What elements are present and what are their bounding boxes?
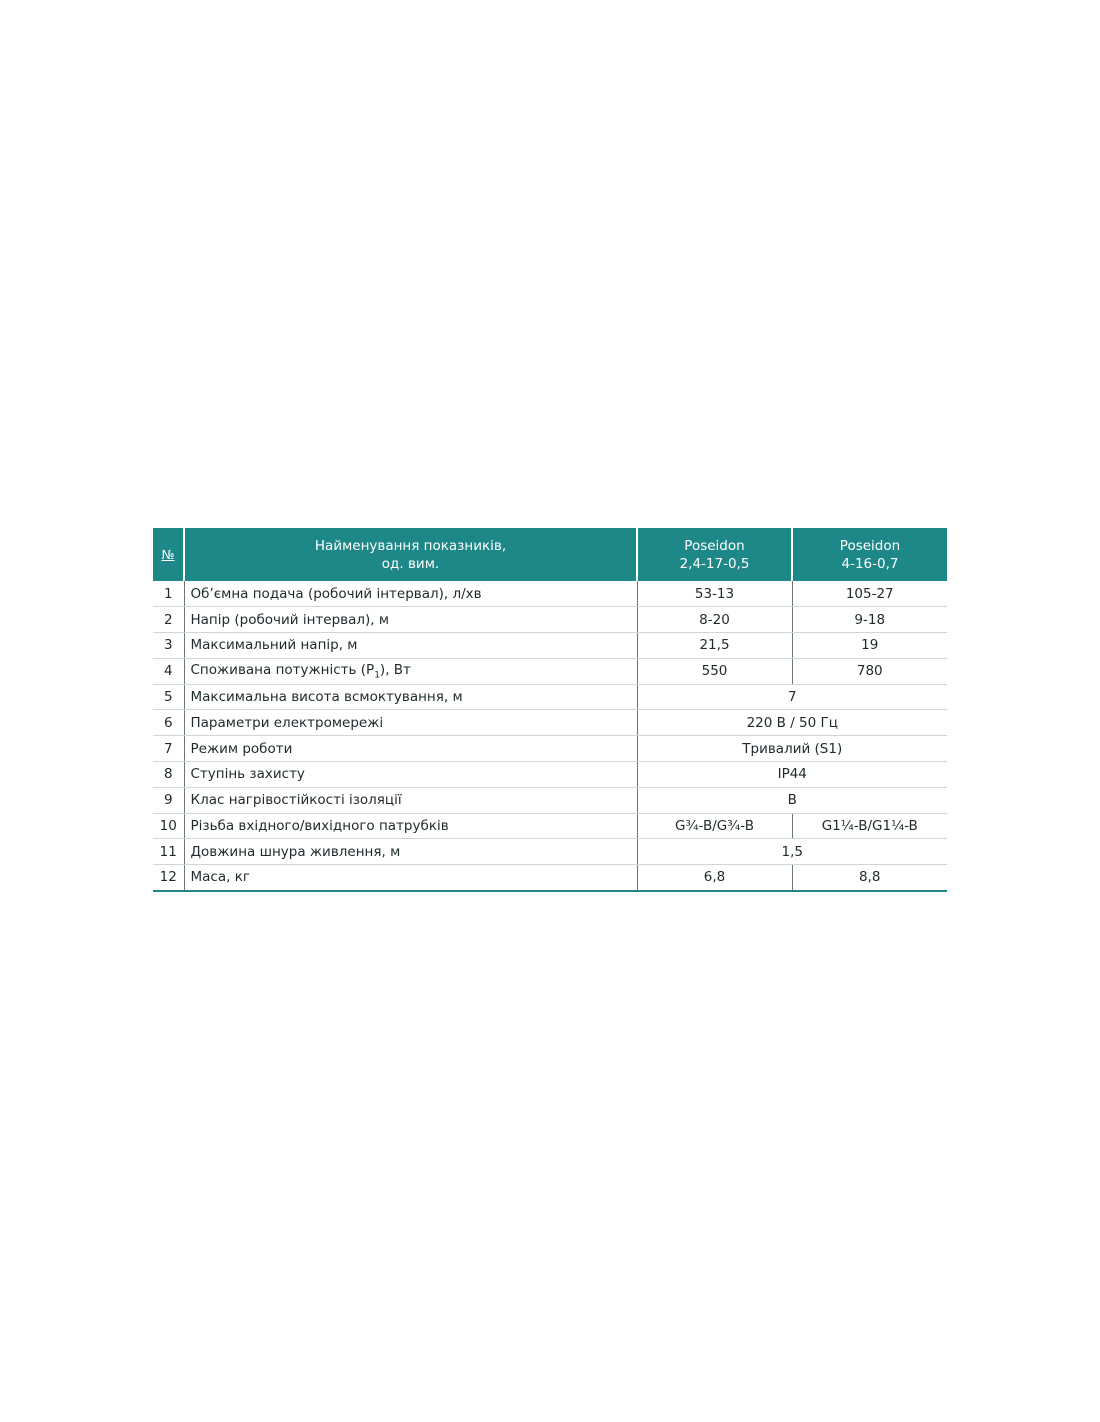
row-number: 2 [153, 607, 184, 633]
model-1-code: 2,4-17-0,5 [679, 555, 750, 572]
shared-value: 7 [637, 684, 947, 710]
parameter-name: Клас нагрівостійкості ізоляції [184, 787, 637, 813]
parameter-name-text: Споживана потужність (P [190, 661, 375, 678]
model-1-value: 21,5 [637, 633, 792, 659]
table-row [153, 684, 947, 710]
model-1-brand: Poseidon [684, 537, 745, 554]
specifications-table [153, 528, 947, 892]
row-number: 1 [153, 581, 184, 607]
model-1-value: 53-13 [637, 581, 792, 607]
shared-value: B [637, 787, 947, 813]
model-2-value: 9-18 [792, 607, 947, 633]
parameter-name [184, 658, 637, 684]
model-1-column-header [637, 528, 792, 581]
row-number: 6 [153, 710, 184, 736]
model-2-value: 105-27 [792, 581, 947, 607]
shared-value: Тривалий (S1) [637, 736, 947, 762]
parameter-name: Довжина шнура живлення, м [184, 839, 637, 865]
table-row [153, 762, 947, 788]
table-row [153, 839, 947, 865]
model-2-value: 780 [792, 658, 947, 684]
model-1-value: 8-20 [637, 607, 792, 633]
table-row [153, 633, 947, 659]
parameter-name: Максимальна висота всмоктування, м [184, 684, 637, 710]
table-header [153, 528, 947, 581]
table-row [153, 658, 947, 684]
row-number: 9 [153, 787, 184, 813]
row-number: 7 [153, 736, 184, 762]
model-2-value: G1¼-B/G1¼-B [792, 813, 947, 839]
parameter-name: Параметри електромережі [184, 710, 637, 736]
table-row [153, 581, 947, 607]
parameter-name: Ступінь захисту [184, 762, 637, 788]
model-2-value: 19 [792, 633, 947, 659]
model-2-column-header [792, 528, 947, 581]
model-2-brand: Poseidon [839, 537, 901, 554]
parameter-name: Об’ємна подача (робочий інтервал), л/хв [184, 581, 637, 607]
table-row [153, 736, 947, 762]
shared-value: 1,5 [637, 839, 947, 865]
parameter-name: Режим роботи [184, 736, 637, 762]
row-number: 5 [153, 684, 184, 710]
row-number: 4 [153, 658, 184, 684]
model-1-value: 550 [637, 658, 792, 684]
model-1-value: G¾-B/G¾-B [637, 813, 792, 839]
parameter-name: Максимальний напір, м [184, 633, 637, 659]
table-row [153, 865, 947, 891]
table-row [153, 787, 947, 813]
parameter-name: Напір (робочий інтервал), м [184, 607, 637, 633]
model-2-code: 4-16-0,7 [841, 555, 899, 572]
parameter-name-unit: ), Вт [379, 661, 411, 678]
row-number: 8 [153, 762, 184, 788]
table-row [153, 710, 947, 736]
parameter-name-column-header [184, 528, 637, 581]
model-2-value: 8,8 [792, 865, 947, 891]
header-name-line-2: од. вим. [381, 555, 440, 572]
row-number: 3 [153, 633, 184, 659]
table-row [153, 607, 947, 633]
row-number: 11 [153, 839, 184, 865]
header-row [153, 528, 947, 581]
parameter-name-subscript: 1 [374, 670, 380, 681]
header-name-line-1: Найменування показників, [314, 537, 507, 554]
row-number: 10 [153, 813, 184, 839]
shared-value: 220 В / 50 Гц [637, 710, 947, 736]
table-row [153, 813, 947, 839]
model-1-value: 6,8 [637, 865, 792, 891]
table-body [153, 581, 947, 891]
number-column-header: № [153, 528, 184, 581]
parameter-name: Різьба вхідного/вихідного патрубків [184, 813, 637, 839]
shared-value: IP44 [637, 762, 947, 788]
parameter-name: Маса, кг [184, 865, 637, 891]
row-number: 12 [153, 865, 184, 891]
